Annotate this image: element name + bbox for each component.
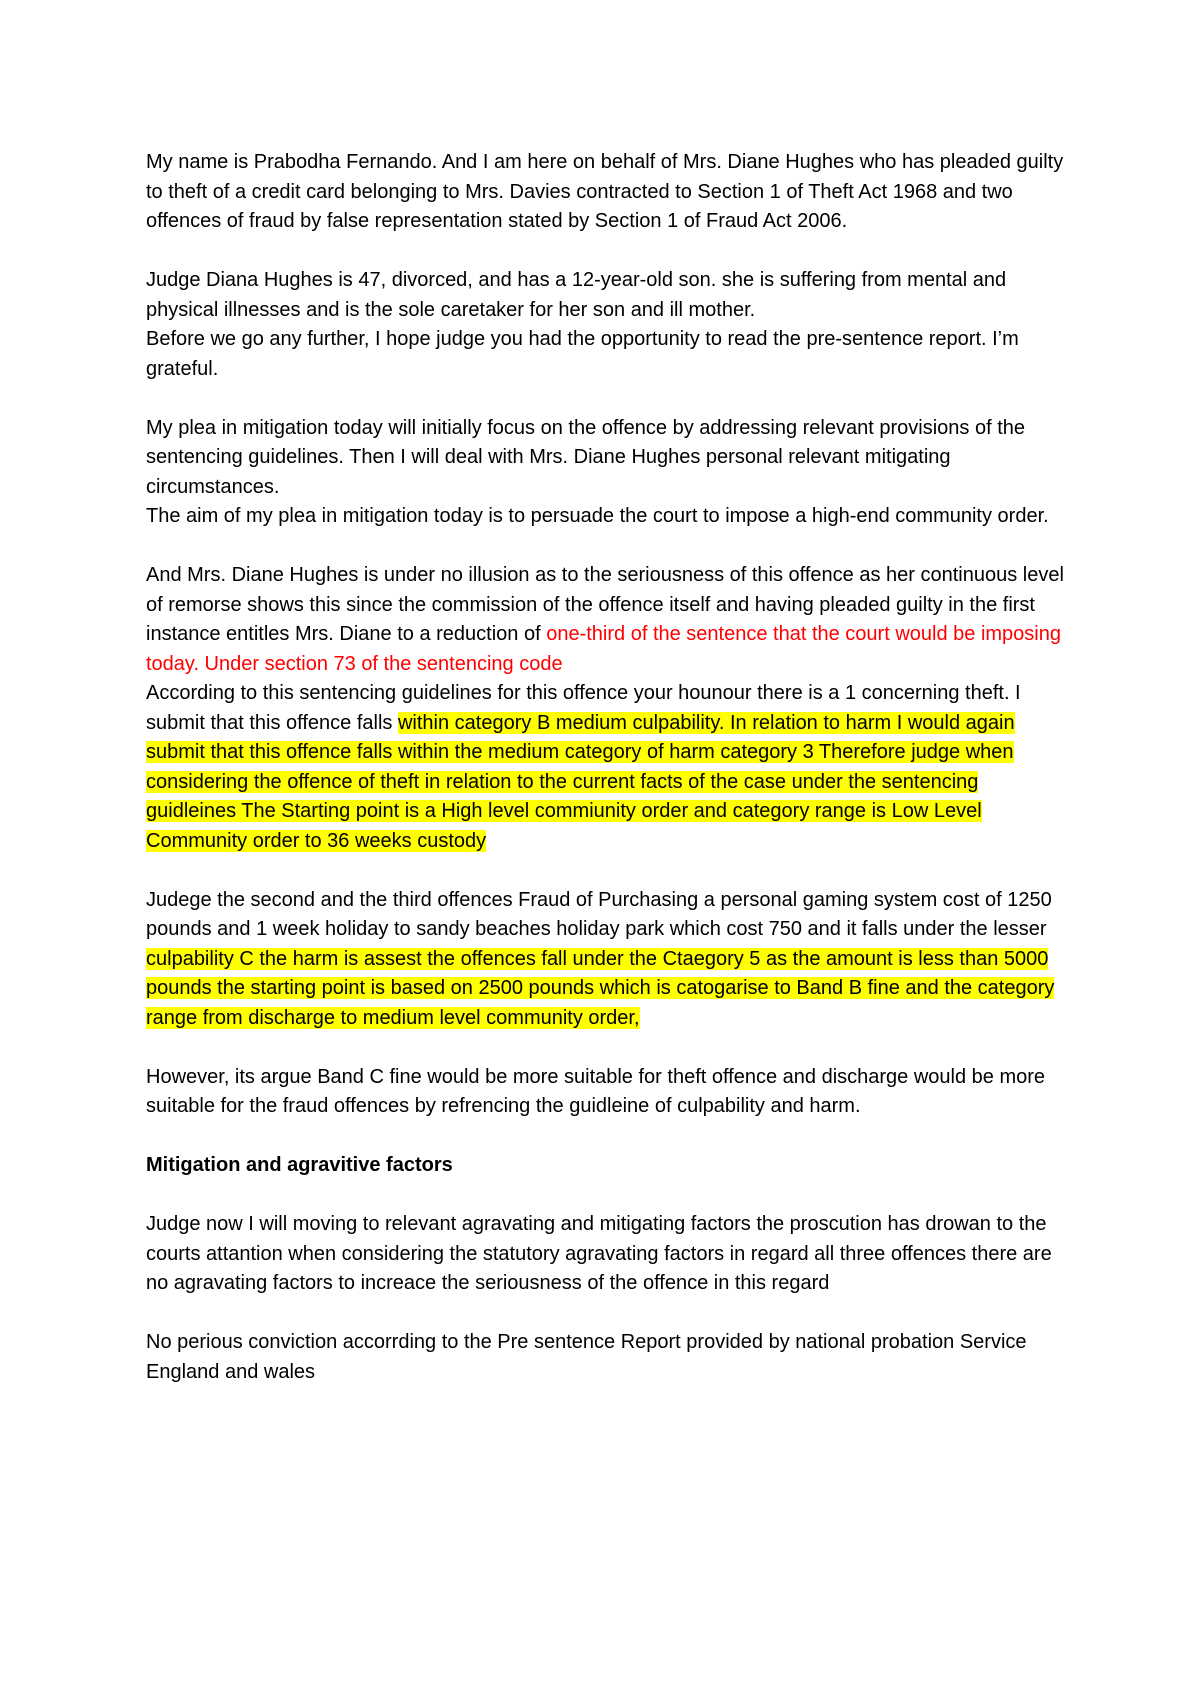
paragraph-plea-aim: The aim of my plea in mitigation today is to persuade the court to impose a high-end community order. (146, 505, 1049, 527)
fraud-offences-highlight: culpability C the harm is assest the offences fall under the Ctaegory 5 as the amount is less than 5000 pounds the starting point is based on 2500 pounds which is catogarise to Band B fine and the category range from discharge to medium level community order, (146, 947, 1055, 1029)
paragraph-theft-guidelines (146, 679, 1066, 856)
paragraph-spacer (146, 532, 1066, 562)
paragraph-spacer (146, 384, 1066, 414)
paragraph-spacer (146, 1181, 1066, 1211)
paragraph-previous-conviction: No perious conviction accorrding to the Pre sentence Report provided by national probation Service England and wales (146, 1331, 1027, 1383)
fraud-offences-text: Judege the second and the third offences Fraud of Purchasing a personal gaming system cost of 1250 pounds and 1 week holiday to sandy beaches holiday park which cost 750 and it falls under the lesser (146, 888, 1052, 940)
theft-guidelines-text: According to this sentencing guidelines for this offence your hounour there is a 1 concerning theft. I submit that this offence falls (146, 682, 1021, 734)
paragraph-spacer (146, 1299, 1066, 1329)
paragraph-band-c-argument: However, its argue Band C fine would be more suitable for theft offence and discharge would be more suitable for the fraud offences by refrencing the guidleine of culpability and harm. (146, 1065, 1046, 1117)
paragraph-spacer (146, 856, 1066, 886)
reduction-red-text: one-third of the sentence that the court would be imposing today. Under section 73 of the sentencing code (146, 623, 1061, 675)
paragraph-introduction: My name is Prabodha Fernando. And I am here on behalf of Mrs. Diane Hughes who has pleaded guilty to theft of a credit card belonging to Mrs. Davies contracted to Section 1 of Theft Act 1968 and two offences of fraud by false representation stated by Section 1 of Fraud Act 2006. (146, 151, 1064, 232)
paragraph-pre-sentence-report: Before we go any further, I hope judge you had the opportunity to read the pre-sentence report. I’m grateful. (146, 328, 1019, 380)
document-body (146, 148, 1066, 1387)
paragraph-spacer (146, 1122, 1066, 1152)
paragraph-remorse (146, 561, 1066, 679)
theft-guidelines-highlight: within category B medium culpability. In relation to harm I would again submit that this offence falls within the medium category of harm category 3 Therefore judge when considering the offence of theft in relation to the current facts of the case under the sentencing guidleines The Starting point is a High level commiunity order and category range is Low Level Community order to 36 weeks custody (146, 711, 1015, 852)
paragraph-spacer (146, 237, 1066, 267)
remorse-text: And Mrs. Diane Hughes is under no illusion as to the seriousness of this offence as her continuous level of remorse shows this since the commission of the offence itself and having pleaded guilty in the first instance entitles Mrs. Diane to a reduction of (146, 564, 1064, 645)
paragraph-plea-focus: My plea in mitigation today will initially focus on the offence by addressing relevant provisions of the sentencing guidelines. Then I will deal with Mrs. Diane Hughes personal relevant mitigating circumstances. (146, 416, 1025, 498)
section-heading-mitigation: Mitigation and agravitive factors (146, 1154, 453, 1176)
paragraph-aggravating-factors: Judge now I will moving to relevant agravating and mitigating factors the proscution has drowan to the courts attantion when considering the statutory agravating factors in regard all three offences there are no agravating factors to increace the seriousness of the offence in this regard (146, 1213, 1052, 1294)
paragraph-spacer (146, 1033, 1066, 1063)
paragraph-client-background: Judge Diana Hughes is 47, divorced, and has a 12-year-old son. she is suffering from mental and physical illnesses and is the sole caretaker for her son and ill mother. (146, 269, 1007, 321)
paragraph-fraud-offences (146, 886, 1066, 1034)
